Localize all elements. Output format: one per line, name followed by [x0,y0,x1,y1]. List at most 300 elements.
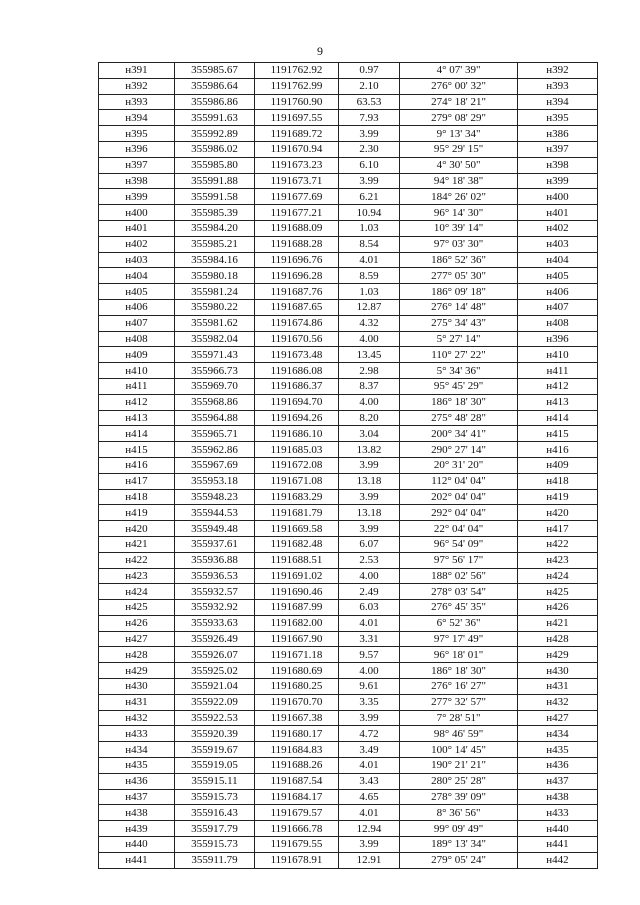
next-point-cell: н392 [518,63,598,79]
table-row [99,126,598,142]
next-point-cell: н386 [518,126,598,142]
table-row [99,584,598,600]
point-id-cell: н392 [99,78,175,94]
point-id-cell: н421 [99,536,175,552]
next-point-cell: н417 [518,521,598,537]
page-number: 9 [317,44,323,58]
distance-cell: 6.03 [339,600,400,616]
point-id-cell: н414 [99,426,175,442]
x-coordinate-cell: 355915.73 [175,837,255,853]
y-coordinate-cell: 1191696.76 [255,252,339,268]
point-id-cell: н409 [99,347,175,363]
bearing-cell: 186° 09' 18" [400,284,518,300]
y-coordinate-cell: 1191680.69 [255,663,339,679]
table-row [99,236,598,252]
y-coordinate-cell: 1191684.83 [255,742,339,758]
y-coordinate-cell: 1191670.94 [255,141,339,157]
table-row [99,852,598,868]
y-coordinate-cell: 1191679.55 [255,837,339,853]
bearing-cell: 275° 34' 43" [400,315,518,331]
next-point-cell: н409 [518,457,598,473]
point-id-cell: н411 [99,378,175,394]
next-point-cell: н411 [518,363,598,379]
bearing-cell: 22° 04' 04" [400,521,518,537]
next-point-cell: н395 [518,110,598,126]
table-row [99,315,598,331]
point-id-cell: н429 [99,663,175,679]
next-point-cell: н428 [518,631,598,647]
coordinates-table [98,62,598,869]
distance-cell: 4.65 [339,789,400,805]
distance-cell: 1.03 [339,220,400,236]
y-coordinate-cell: 1191691.02 [255,568,339,584]
next-point-cell: н416 [518,442,598,458]
distance-cell: 4.01 [339,252,400,268]
y-coordinate-cell: 1191694.26 [255,410,339,426]
point-id-cell: н424 [99,584,175,600]
x-coordinate-cell: 355991.63 [175,110,255,126]
x-coordinate-cell: 355944.53 [175,505,255,521]
bearing-cell: 96° 18' 01" [400,647,518,663]
next-point-cell: н432 [518,694,598,710]
next-point-cell: н420 [518,505,598,521]
point-id-cell: н427 [99,631,175,647]
table-row [99,426,598,442]
point-id-cell: н401 [99,220,175,236]
bearing-cell: 96° 14' 30" [400,205,518,221]
next-point-cell: н405 [518,268,598,284]
y-coordinate-cell: 1191682.00 [255,615,339,631]
table-row [99,268,598,284]
point-id-cell: н433 [99,726,175,742]
bearing-cell: 280° 25' 28" [400,773,518,789]
x-coordinate-cell: 355925.02 [175,663,255,679]
bearing-cell: 7° 28' 51" [400,710,518,726]
distance-cell: 3.99 [339,126,400,142]
bearing-cell: 200° 34' 41" [400,426,518,442]
next-point-cell: н430 [518,663,598,679]
bearing-cell: 190° 21' 21" [400,758,518,774]
distance-cell: 8.20 [339,410,400,426]
x-coordinate-cell: 355985.67 [175,63,255,79]
distance-cell: 2.10 [339,78,400,94]
x-coordinate-cell: 355984.16 [175,252,255,268]
y-coordinate-cell: 1191667.90 [255,631,339,647]
table-row [99,394,598,410]
x-coordinate-cell: 355949.48 [175,521,255,537]
x-coordinate-cell: 355981.62 [175,315,255,331]
next-point-cell: н408 [518,315,598,331]
x-coordinate-cell: 355985.39 [175,205,255,221]
bearing-cell: 99° 09' 49" [400,821,518,837]
bearing-cell: 276° 45' 35" [400,600,518,616]
next-point-cell: н431 [518,679,598,695]
next-point-cell: н423 [518,552,598,568]
point-id-cell: н422 [99,552,175,568]
y-coordinate-cell: 1191762.92 [255,63,339,79]
bearing-cell: 186° 18' 30" [400,663,518,679]
next-point-cell: н441 [518,837,598,853]
y-coordinate-cell: 1191686.37 [255,378,339,394]
point-id-cell: н418 [99,489,175,505]
table-row [99,220,598,236]
y-coordinate-cell: 1191667.38 [255,710,339,726]
y-coordinate-cell: 1191685.03 [255,442,339,458]
distance-cell: 8.37 [339,378,400,394]
bearing-cell: 275° 48' 28" [400,410,518,426]
x-coordinate-cell: 355926.07 [175,647,255,663]
table-row [99,205,598,221]
x-coordinate-cell: 355937.61 [175,536,255,552]
x-coordinate-cell: 355932.57 [175,584,255,600]
y-coordinate-cell: 1191670.56 [255,331,339,347]
table-row [99,284,598,300]
next-point-cell: н422 [518,536,598,552]
next-point-cell: н425 [518,584,598,600]
y-coordinate-cell: 1191666.78 [255,821,339,837]
x-coordinate-cell: 355968.86 [175,394,255,410]
bearing-cell: 5° 27' 14" [400,331,518,347]
next-point-cell: н429 [518,647,598,663]
x-coordinate-cell: 355920.39 [175,726,255,742]
y-coordinate-cell: 1191696.28 [255,268,339,284]
table-row [99,78,598,94]
next-point-cell: н402 [518,220,598,236]
distance-cell: 13.45 [339,347,400,363]
y-coordinate-cell: 1191688.09 [255,220,339,236]
distance-cell: 1.03 [339,284,400,300]
y-coordinate-cell: 1191674.86 [255,315,339,331]
table-row [99,742,598,758]
coordinates-table-body [99,63,598,869]
next-point-cell: н438 [518,789,598,805]
table-row [99,631,598,647]
bearing-cell: 9° 13' 34" [400,126,518,142]
bearing-cell: 10° 39' 14" [400,220,518,236]
x-coordinate-cell: 355991.58 [175,189,255,205]
x-coordinate-cell: 355936.53 [175,568,255,584]
table-row [99,157,598,173]
table-row [99,647,598,663]
next-point-cell: н434 [518,726,598,742]
x-coordinate-cell: 355966.73 [175,363,255,379]
bearing-cell: 292° 04' 04" [400,505,518,521]
bearing-cell: 202° 04' 04" [400,489,518,505]
table-row [99,615,598,631]
point-id-cell: н425 [99,600,175,616]
y-coordinate-cell: 1191680.17 [255,726,339,742]
point-id-cell: н426 [99,615,175,631]
y-coordinate-cell: 1191687.76 [255,284,339,300]
next-point-cell: н442 [518,852,598,868]
x-coordinate-cell: 355980.22 [175,299,255,315]
y-coordinate-cell: 1191677.69 [255,189,339,205]
next-point-cell: н397 [518,141,598,157]
x-coordinate-cell: 355986.64 [175,78,255,94]
point-id-cell: н406 [99,299,175,315]
y-coordinate-cell: 1191687.54 [255,773,339,789]
next-point-cell: н399 [518,173,598,189]
table-row [99,837,598,853]
point-id-cell: н420 [99,521,175,537]
point-id-cell: н399 [99,189,175,205]
table-row [99,805,598,821]
table-row [99,173,598,189]
distance-cell: 0.97 [339,63,400,79]
bearing-cell: 186° 52' 36" [400,252,518,268]
bearing-cell: 274° 18' 21" [400,94,518,110]
bearing-cell: 4° 30' 50" [400,157,518,173]
point-id-cell: н395 [99,126,175,142]
distance-cell: 9.61 [339,679,400,695]
distance-cell: 3.99 [339,521,400,537]
next-point-cell: н418 [518,473,598,489]
x-coordinate-cell: 355933.63 [175,615,255,631]
bearing-cell: 278° 39' 09" [400,789,518,805]
distance-cell: 6.21 [339,189,400,205]
point-id-cell: н407 [99,315,175,331]
distance-cell: 4.01 [339,805,400,821]
distance-cell: 12.94 [339,821,400,837]
distance-cell: 13.82 [339,442,400,458]
point-id-cell: н393 [99,94,175,110]
y-coordinate-cell: 1191670.70 [255,694,339,710]
distance-cell: 6.10 [339,157,400,173]
bearing-cell: 189° 13' 34" [400,837,518,853]
bearing-cell: 279° 08' 29" [400,110,518,126]
table-row [99,505,598,521]
next-point-cell: н396 [518,331,598,347]
point-id-cell: н408 [99,331,175,347]
point-id-cell: н423 [99,568,175,584]
x-coordinate-cell: 355986.86 [175,94,255,110]
table-row [99,363,598,379]
y-coordinate-cell: 1191686.10 [255,426,339,442]
y-coordinate-cell: 1191697.55 [255,110,339,126]
bearing-cell: 276° 16' 27" [400,679,518,695]
y-coordinate-cell: 1191669.58 [255,521,339,537]
distance-cell: 12.91 [339,852,400,868]
point-id-cell: н439 [99,821,175,837]
distance-cell: 3.43 [339,773,400,789]
next-point-cell: н400 [518,189,598,205]
point-id-cell: н430 [99,679,175,695]
table-row [99,331,598,347]
next-point-cell: н437 [518,773,598,789]
x-coordinate-cell: 355917.79 [175,821,255,837]
distance-cell: 6.07 [339,536,400,552]
point-id-cell: н428 [99,647,175,663]
next-point-cell: н435 [518,742,598,758]
distance-cell: 4.72 [339,726,400,742]
x-coordinate-cell: 355969.70 [175,378,255,394]
bearing-cell: 5° 34' 36" [400,363,518,379]
y-coordinate-cell: 1191684.17 [255,789,339,805]
table-row [99,189,598,205]
table-row [99,94,598,110]
point-id-cell: н438 [99,805,175,821]
distance-cell: 2.49 [339,584,400,600]
distance-cell: 4.00 [339,663,400,679]
bearing-cell: 98° 46' 59" [400,726,518,742]
next-point-cell: н410 [518,347,598,363]
bearing-cell: 20° 31' 20" [400,457,518,473]
y-coordinate-cell: 1191673.48 [255,347,339,363]
point-id-cell: н440 [99,837,175,853]
next-point-cell: н393 [518,78,598,94]
bearing-cell: 4° 07' 39" [400,63,518,79]
x-coordinate-cell: 355982.04 [175,331,255,347]
distance-cell: 4.00 [339,331,400,347]
bearing-cell: 188° 02' 56" [400,568,518,584]
point-id-cell: н410 [99,363,175,379]
table-row [99,489,598,505]
x-coordinate-cell: 355962.86 [175,442,255,458]
bearing-cell: 278° 03' 54" [400,584,518,600]
bearing-cell: 94° 18' 38" [400,173,518,189]
x-coordinate-cell: 355916.43 [175,805,255,821]
next-point-cell: н407 [518,299,598,315]
y-coordinate-cell: 1191687.65 [255,299,339,315]
next-point-cell: н440 [518,821,598,837]
distance-cell: 4.01 [339,758,400,774]
distance-cell: 3.99 [339,457,400,473]
table-row [99,299,598,315]
point-id-cell: н436 [99,773,175,789]
bearing-cell: 277° 32' 57" [400,694,518,710]
distance-cell: 8.59 [339,268,400,284]
table-row [99,141,598,157]
x-coordinate-cell: 355984.20 [175,220,255,236]
next-point-cell: н424 [518,568,598,584]
bearing-cell: 186° 18' 30" [400,394,518,410]
bearing-cell: 6° 52' 36" [400,615,518,631]
next-point-cell: н394 [518,94,598,110]
x-coordinate-cell: 355992.89 [175,126,255,142]
table-row [99,773,598,789]
distance-cell: 2.98 [339,363,400,379]
point-id-cell: н432 [99,710,175,726]
bearing-cell: 95° 45' 29" [400,378,518,394]
bearing-cell: 97° 17' 49" [400,631,518,647]
next-point-cell: н419 [518,489,598,505]
distance-cell: 9.57 [339,647,400,663]
y-coordinate-cell: 1191678.91 [255,852,339,868]
bearing-cell: 100° 14' 45" [400,742,518,758]
x-coordinate-cell: 355926.49 [175,631,255,647]
y-coordinate-cell: 1191673.71 [255,173,339,189]
distance-cell: 4.01 [339,615,400,631]
point-id-cell: н413 [99,410,175,426]
y-coordinate-cell: 1191762.99 [255,78,339,94]
point-id-cell: н402 [99,236,175,252]
y-coordinate-cell: 1191686.08 [255,363,339,379]
x-coordinate-cell: 355936.88 [175,552,255,568]
next-point-cell: н403 [518,236,598,252]
point-id-cell: н435 [99,758,175,774]
y-coordinate-cell: 1191680.25 [255,679,339,695]
point-id-cell: н391 [99,63,175,79]
y-coordinate-cell: 1191682.48 [255,536,339,552]
distance-cell: 3.99 [339,489,400,505]
next-point-cell: н401 [518,205,598,221]
point-id-cell: н398 [99,173,175,189]
next-point-cell: н404 [518,252,598,268]
x-coordinate-cell: 355915.73 [175,789,255,805]
x-coordinate-cell: 355919.05 [175,758,255,774]
table-row [99,663,598,679]
x-coordinate-cell: 355953.18 [175,473,255,489]
table-row [99,63,598,79]
y-coordinate-cell: 1191688.28 [255,236,339,252]
y-coordinate-cell: 1191687.99 [255,600,339,616]
table-row [99,536,598,552]
table-row [99,694,598,710]
y-coordinate-cell: 1191681.79 [255,505,339,521]
y-coordinate-cell: 1191677.21 [255,205,339,221]
distance-cell: 3.35 [339,694,400,710]
point-id-cell: н434 [99,742,175,758]
distance-cell: 4.32 [339,315,400,331]
next-point-cell: н412 [518,378,598,394]
table-row [99,552,598,568]
distance-cell: 3.99 [339,173,400,189]
distance-cell: 63.53 [339,94,400,110]
x-coordinate-cell: 355971.43 [175,347,255,363]
y-coordinate-cell: 1191760.90 [255,94,339,110]
table-row [99,473,598,489]
x-coordinate-cell: 355922.53 [175,710,255,726]
point-id-cell: н403 [99,252,175,268]
next-point-cell: н398 [518,157,598,173]
point-id-cell: н405 [99,284,175,300]
y-coordinate-cell: 1191671.18 [255,647,339,663]
table-row [99,710,598,726]
bearing-cell: 277° 05' 30" [400,268,518,284]
distance-cell: 4.00 [339,394,400,410]
table-row [99,758,598,774]
distance-cell: 4.00 [339,568,400,584]
table-row [99,347,598,363]
x-coordinate-cell: 355964.88 [175,410,255,426]
point-id-cell: н417 [99,473,175,489]
table-row [99,252,598,268]
next-point-cell: н406 [518,284,598,300]
x-coordinate-cell: 355922.09 [175,694,255,710]
point-id-cell: н441 [99,852,175,868]
table-row [99,789,598,805]
point-id-cell: н396 [99,141,175,157]
table-row [99,600,598,616]
distance-cell: 12.87 [339,299,400,315]
x-coordinate-cell: 355921.04 [175,679,255,695]
next-point-cell: н426 [518,600,598,616]
y-coordinate-cell: 1191694.70 [255,394,339,410]
bearing-cell: 8° 36' 56" [400,805,518,821]
point-id-cell: н416 [99,457,175,473]
distance-cell: 3.99 [339,710,400,726]
bearing-cell: 97° 03' 30" [400,236,518,252]
x-coordinate-cell: 355981.24 [175,284,255,300]
x-coordinate-cell: 355985.21 [175,236,255,252]
point-id-cell: н404 [99,268,175,284]
bearing-cell: 112° 04' 04" [400,473,518,489]
distance-cell: 3.04 [339,426,400,442]
x-coordinate-cell: 355915.11 [175,773,255,789]
distance-cell: 2.30 [339,141,400,157]
next-point-cell: н421 [518,615,598,631]
distance-cell: 3.99 [339,837,400,853]
